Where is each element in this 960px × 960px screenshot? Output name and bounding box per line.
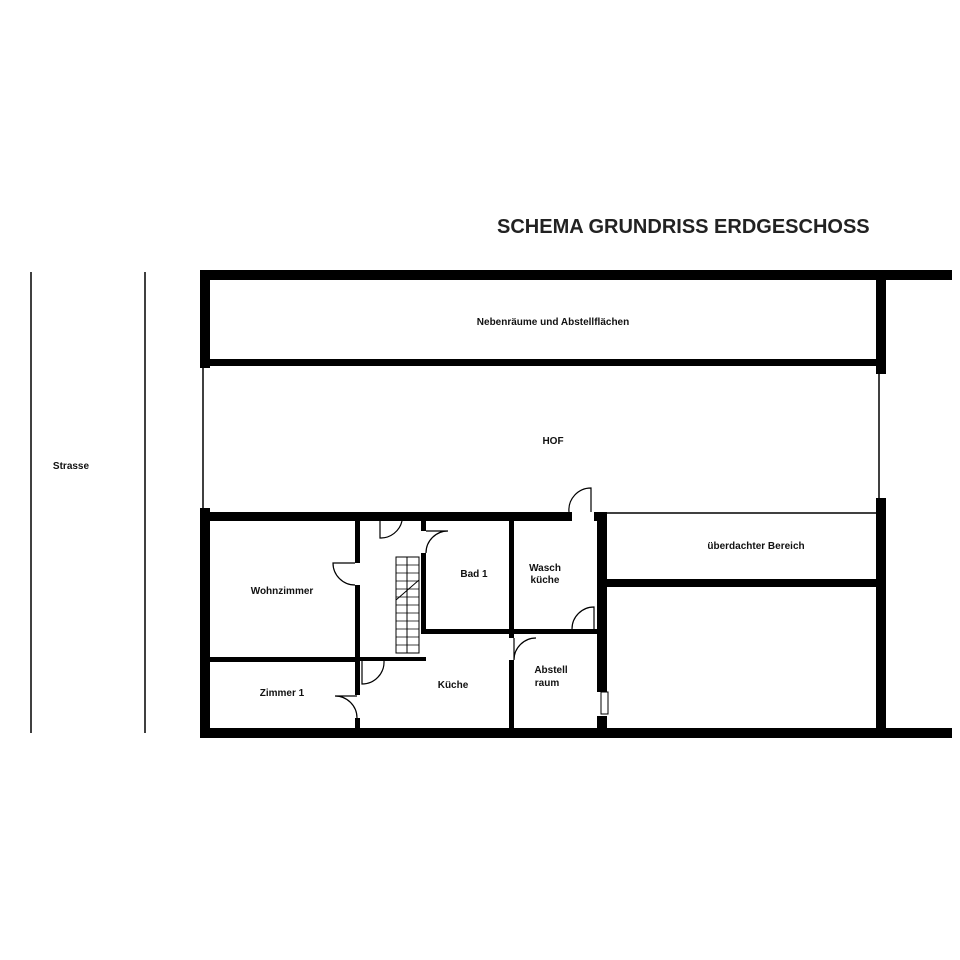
street-label: Strasse xyxy=(52,461,90,472)
covered-area-wall xyxy=(606,579,882,587)
outer-wall-top xyxy=(200,270,952,280)
outer-wall-left-lower xyxy=(200,508,210,738)
wall-hall-right-top xyxy=(421,521,426,531)
wall-hall-bottom xyxy=(358,657,426,661)
plan-title: SCHEMA GRUNDRISS ERDGESCHOSS xyxy=(497,216,870,238)
house-right-wall xyxy=(597,512,607,692)
outer-wall-right-upper xyxy=(876,270,886,374)
wall-wohnzimmer-zimmer1 xyxy=(208,657,360,662)
label-ueberdachter-bereich: überdachter Bereich xyxy=(707,541,805,552)
wall-zimmer1-right-lower xyxy=(355,718,360,730)
outer-wall-right-lower xyxy=(876,498,886,738)
door-bad xyxy=(426,531,448,553)
door-kueche xyxy=(362,661,384,684)
storage-wall xyxy=(200,359,886,366)
label-zimmer-1: Zimmer 1 xyxy=(259,688,305,699)
wall-kueche-abstell xyxy=(509,660,514,732)
door-courtyard xyxy=(569,488,591,512)
door-waschkueche xyxy=(572,607,594,629)
house-top-wall xyxy=(200,512,572,521)
label-wohnzimmer: Wohnzimmer xyxy=(250,586,314,597)
label-waschkueche-1: Wasch xyxy=(529,563,561,574)
door-wohnzimmer xyxy=(333,563,355,585)
wall-bad-wasch xyxy=(509,521,514,634)
label-hof: HOF xyxy=(542,436,564,447)
label-nebenraeume: Nebenräume und Abstellflächen xyxy=(476,317,630,328)
door-abstellraum xyxy=(514,638,536,660)
outer-wall-left-upper xyxy=(200,270,210,368)
label-abstellraum-1: Abstell xyxy=(534,665,568,676)
label-waschkueche-2: küche xyxy=(530,575,560,586)
outer-wall-bottom xyxy=(200,728,952,738)
wall-wohnzimmer-right-upper xyxy=(355,521,360,563)
staircase xyxy=(396,557,419,653)
wall-wohnzimmer-right-mid xyxy=(355,585,360,695)
door-hall-top xyxy=(380,521,402,538)
label-abstellraum-2: raum xyxy=(534,678,560,689)
house-right-wall-lower xyxy=(597,716,607,734)
wall-hall-right xyxy=(421,553,426,633)
label-kueche: Küche xyxy=(437,680,469,691)
door-opening-right xyxy=(601,692,608,714)
door-zimmer1 xyxy=(335,696,357,718)
label-bad-1: Bad 1 xyxy=(460,569,488,580)
wall-kueche-abstell-top xyxy=(509,634,514,638)
